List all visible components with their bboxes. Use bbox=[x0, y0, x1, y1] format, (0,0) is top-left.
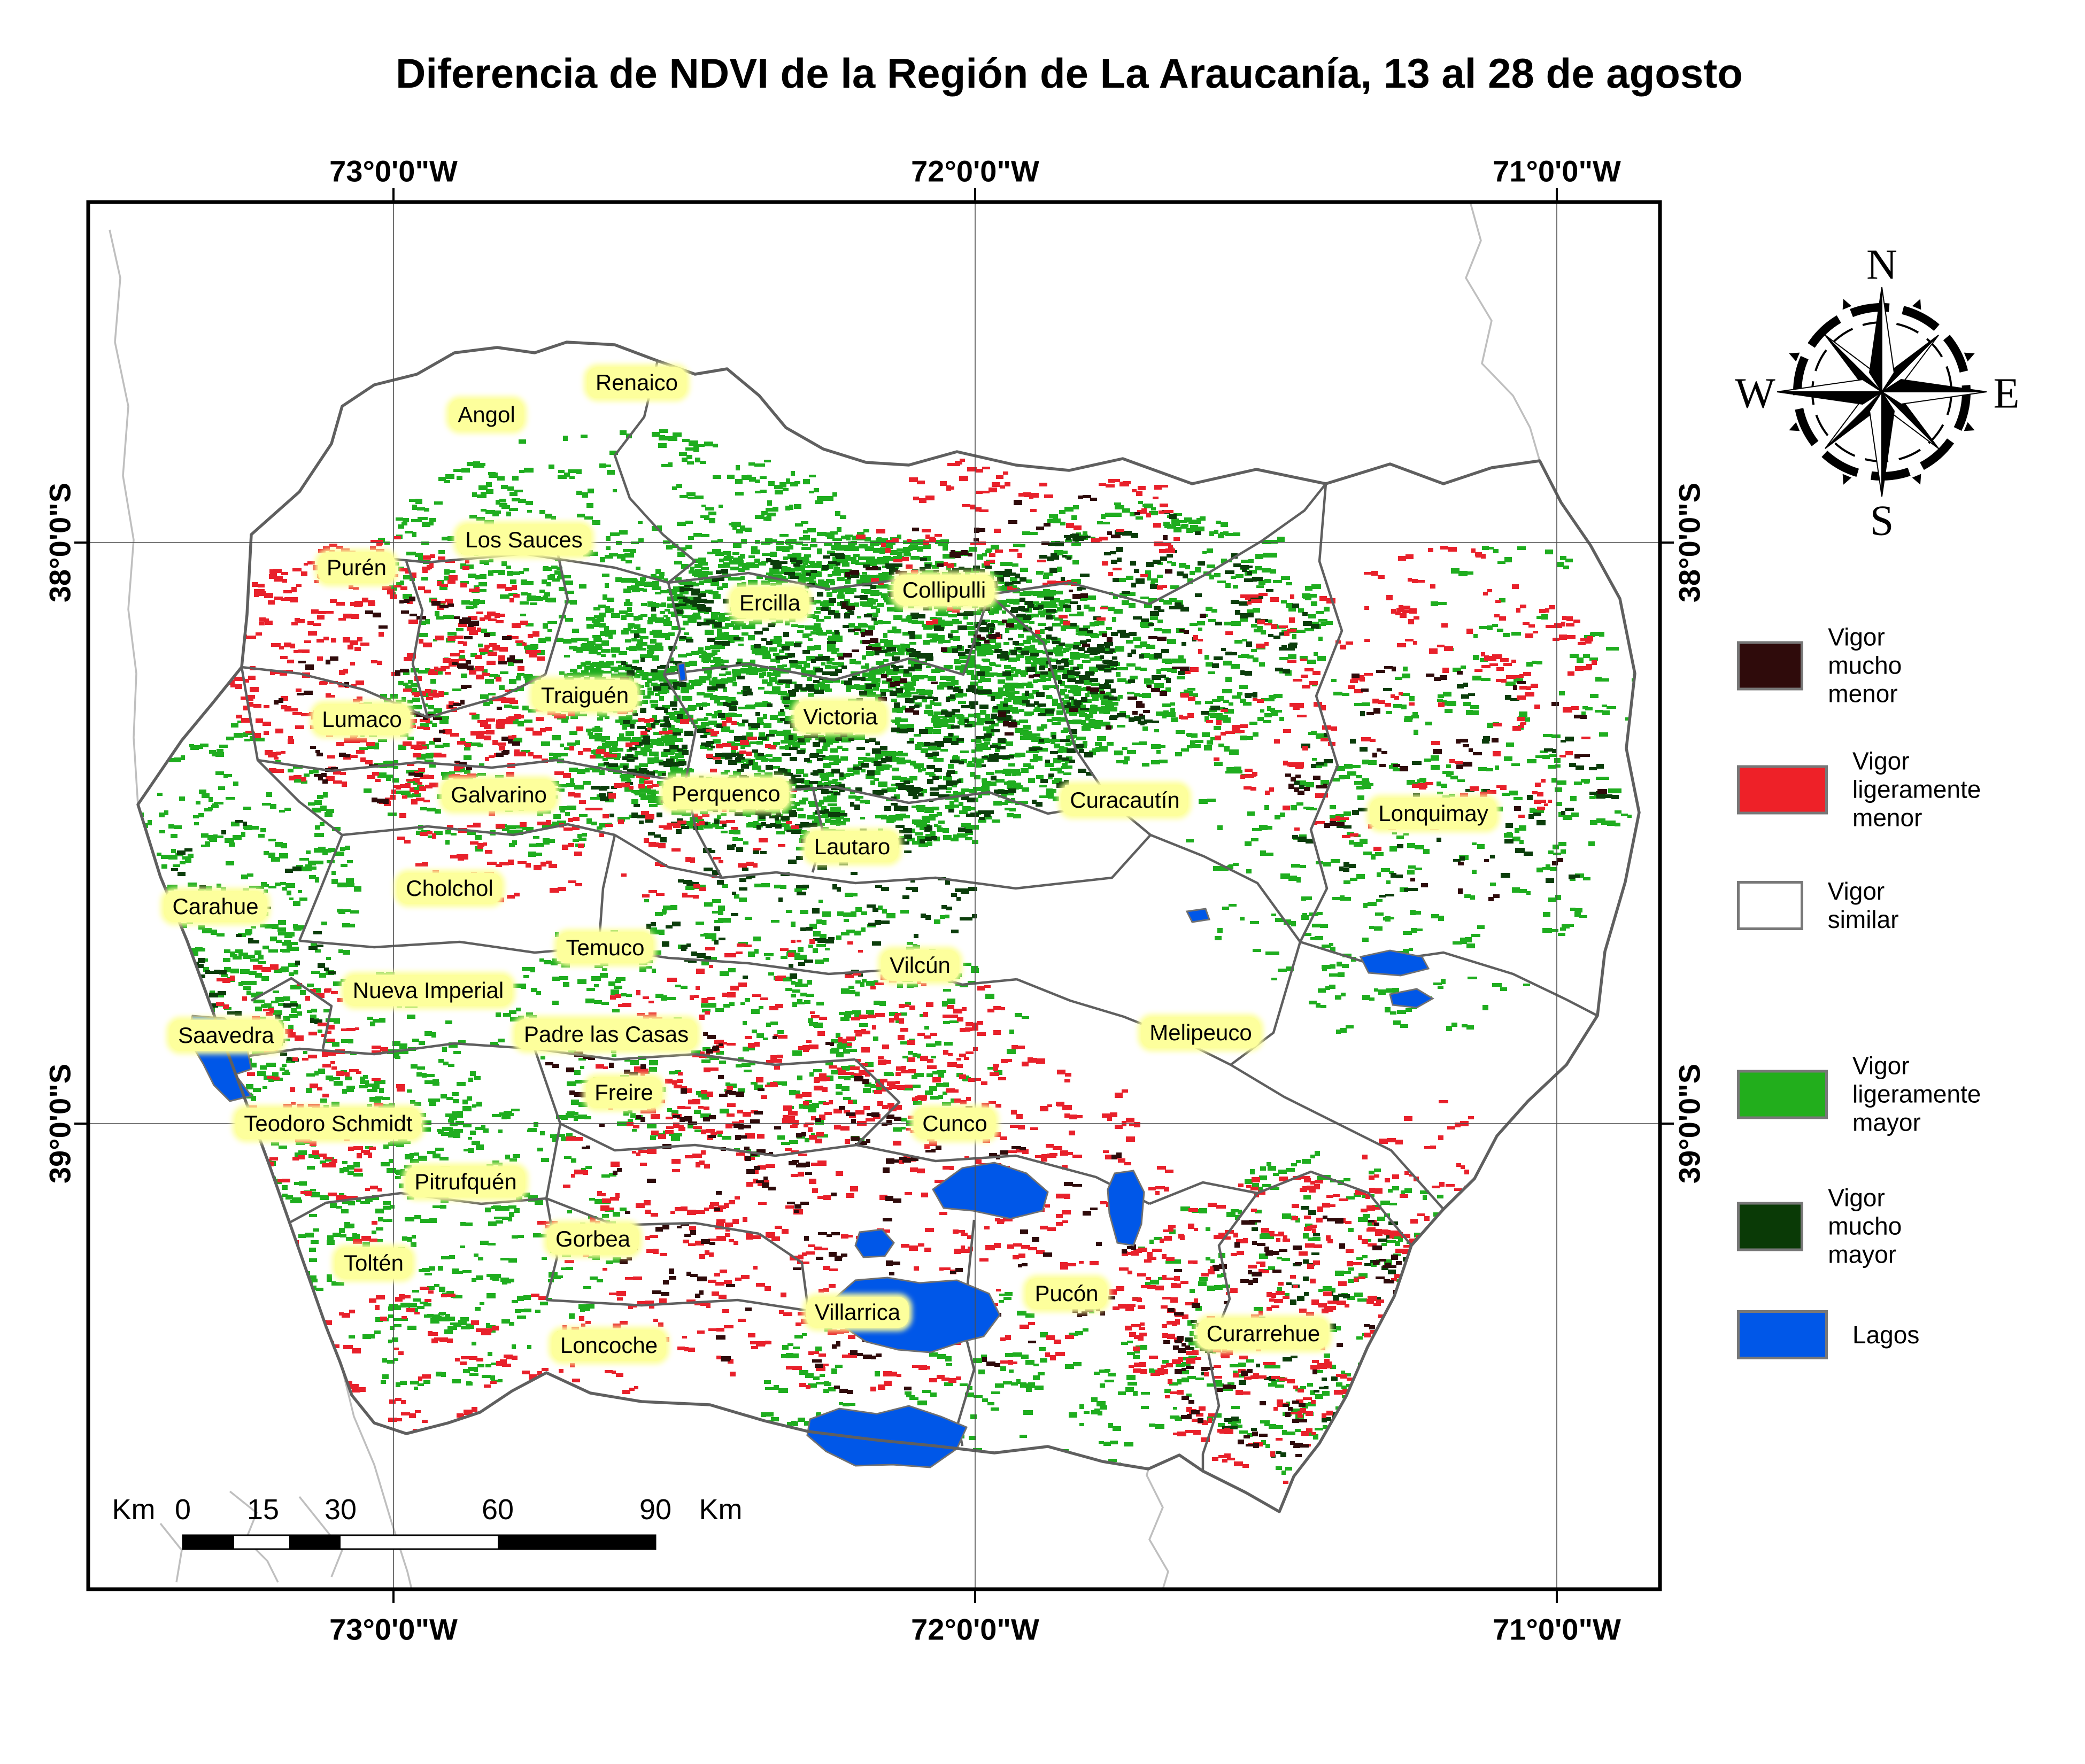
axis-label-top-0: 73°0'0"W bbox=[329, 154, 458, 188]
town-label-victoria: Victoria bbox=[794, 701, 886, 732]
legend-label-line: mayor bbox=[1828, 1240, 1897, 1268]
axis-label-bottom-1: 72°0'0"W bbox=[911, 1612, 1039, 1646]
legend-label-line: ligeramente bbox=[1852, 775, 1981, 803]
legend-item-3 bbox=[1737, 1052, 1981, 1137]
town-label-pucon: Pucón bbox=[1026, 1278, 1107, 1309]
lake-polygon bbox=[678, 663, 686, 682]
scale-bar-label: 60 bbox=[481, 1494, 514, 1526]
legend-label-line: menor bbox=[1828, 679, 1898, 708]
town-label-curarrehue: Curarrehue bbox=[1198, 1318, 1329, 1349]
compass-tick bbox=[1964, 422, 1977, 435]
town-label-vilcun: Vilcún bbox=[881, 950, 959, 981]
town-label-cunco: Cunco bbox=[914, 1108, 995, 1139]
town-label-freire: Freire bbox=[586, 1077, 662, 1108]
town-label-galvarino: Galvarino bbox=[442, 779, 555, 810]
map-title: Diferencia de NDVI de la Región de La Araucanía, 13 al 28 de agosto bbox=[396, 50, 1743, 97]
scale-bar-label: 0 bbox=[174, 1494, 191, 1526]
town-label-angol: Angol bbox=[449, 399, 523, 430]
axis-label-right-1: 39°0'0"S bbox=[1672, 1063, 1706, 1184]
town-label-temuco: Temuco bbox=[557, 932, 653, 963]
legend-label-4 bbox=[1828, 1184, 1926, 1269]
legend-label-line: Vigor bbox=[1852, 1051, 1910, 1080]
compass-n-label: N bbox=[1866, 241, 1897, 289]
town-label-ercilla: Ercilla bbox=[731, 587, 809, 618]
compass-tick bbox=[1839, 297, 1852, 310]
town-label-los-sauces: Los Sauces bbox=[457, 524, 591, 555]
legend-swatch-2 bbox=[1737, 881, 1803, 930]
compass-tick bbox=[1964, 349, 1977, 362]
compass-tick bbox=[1912, 474, 1925, 487]
legend-swatch-3 bbox=[1737, 1070, 1828, 1119]
town-label-cholchol: Cholchol bbox=[397, 873, 501, 904]
town-label-lautaro: Lautaro bbox=[806, 831, 899, 862]
legend-label-line: Vigor mucho bbox=[1828, 1183, 1902, 1240]
town-label-pitrufquen: Pitrufquén bbox=[406, 1166, 525, 1197]
legend-label-line: Vigor mucho bbox=[1828, 623, 1902, 679]
legend-item-1 bbox=[1737, 747, 1981, 832]
legend-swatch-5 bbox=[1737, 1310, 1828, 1359]
town-label-traiguen: Traiguén bbox=[532, 680, 637, 711]
town-label-perquenco: Perquenco bbox=[663, 778, 789, 809]
town-label-padre-las-casas: Padre las Casas bbox=[515, 1019, 697, 1050]
town-label-melipeuco: Melipeuco bbox=[1141, 1017, 1260, 1048]
legend-swatch-0 bbox=[1737, 641, 1803, 690]
legend-swatch-4 bbox=[1737, 1202, 1803, 1251]
axis-label-top-1: 72°0'0"W bbox=[911, 154, 1039, 188]
town-label-lumaco: Lumaco bbox=[313, 704, 410, 735]
town-label-tolten: Toltén bbox=[335, 1248, 412, 1279]
scale-bar-segment bbox=[498, 1535, 655, 1549]
legend-item-4 bbox=[1737, 1184, 1926, 1269]
axis-label-bottom-2: 71°0'0"W bbox=[1493, 1612, 1621, 1646]
scale-bar-label: Km bbox=[699, 1494, 743, 1526]
legend-label-line: Vigor bbox=[1852, 747, 1910, 775]
town-label-puren: Purén bbox=[318, 552, 395, 583]
town-label-villarrica: Villarrica bbox=[806, 1297, 909, 1328]
scale-bar-label: 15 bbox=[246, 1494, 280, 1526]
town-label-carahue: Carahue bbox=[164, 891, 267, 922]
legend-label-line: Vigor similar bbox=[1827, 877, 1899, 933]
scale-bar-segment bbox=[183, 1535, 234, 1549]
compass-tick bbox=[1839, 474, 1852, 487]
axis-label-left-1: 39°0'0"S bbox=[43, 1063, 77, 1184]
legend-label-line: mayor bbox=[1852, 1108, 1921, 1136]
legend-item-2 bbox=[1737, 877, 1924, 934]
compass-rose bbox=[1777, 287, 1987, 497]
compass-tick bbox=[1787, 349, 1800, 362]
compass-tick bbox=[1912, 297, 1925, 310]
axis-label-bottom-0: 73°0'0"W bbox=[329, 1612, 458, 1646]
compass-tick bbox=[1787, 422, 1800, 435]
scale-bar-segment bbox=[234, 1535, 289, 1549]
town-label-renaico: Renaico bbox=[587, 367, 686, 398]
axis-label-left-0: 38°0'0"S bbox=[43, 482, 77, 603]
legend-label-3 bbox=[1852, 1052, 1981, 1137]
compass-e-label: E bbox=[1993, 370, 2020, 417]
scale-bar-segment bbox=[341, 1535, 498, 1549]
legend-label-1 bbox=[1852, 747, 1981, 832]
scale-bar-label: 90 bbox=[639, 1494, 672, 1526]
town-label-curacautin: Curacautín bbox=[1061, 785, 1188, 816]
legend-label-0 bbox=[1828, 623, 1926, 708]
legend-label-line: menor bbox=[1852, 803, 1922, 832]
legend-swatch-1 bbox=[1737, 765, 1828, 814]
axis-label-top-2: 71°0'0"W bbox=[1493, 154, 1621, 188]
legend-label-5 bbox=[1852, 1321, 1919, 1349]
scale-bar-label: 30 bbox=[324, 1494, 357, 1526]
legend-label-2 bbox=[1828, 877, 1924, 934]
legend-label-line: Lagos bbox=[1852, 1320, 1920, 1349]
town-label-gorbea: Gorbea bbox=[547, 1224, 639, 1255]
town-label-collipulli: Collipulli bbox=[894, 575, 994, 606]
town-label-lonquimay: Lonquimay bbox=[1370, 798, 1496, 829]
town-label-loncoche: Loncoche bbox=[552, 1330, 666, 1361]
axis-label-right-0: 38°0'0"S bbox=[1672, 482, 1706, 603]
compass-s-label: S bbox=[1870, 497, 1894, 545]
town-label-nueva-imperial: Nueva Imperial bbox=[344, 975, 512, 1006]
scale-bar-segment bbox=[289, 1535, 341, 1549]
legend-item-5 bbox=[1737, 1310, 1919, 1359]
scale-bar-label: Km bbox=[112, 1494, 156, 1526]
legend-label-line: ligeramente bbox=[1852, 1080, 1981, 1108]
compass-w-label: W bbox=[1735, 370, 1775, 417]
legend-item-0 bbox=[1737, 623, 1926, 708]
town-label-saavedra: Saavedra bbox=[169, 1020, 283, 1051]
town-label-teodoro-schmidt: Teodoro Schmidt bbox=[235, 1108, 421, 1139]
